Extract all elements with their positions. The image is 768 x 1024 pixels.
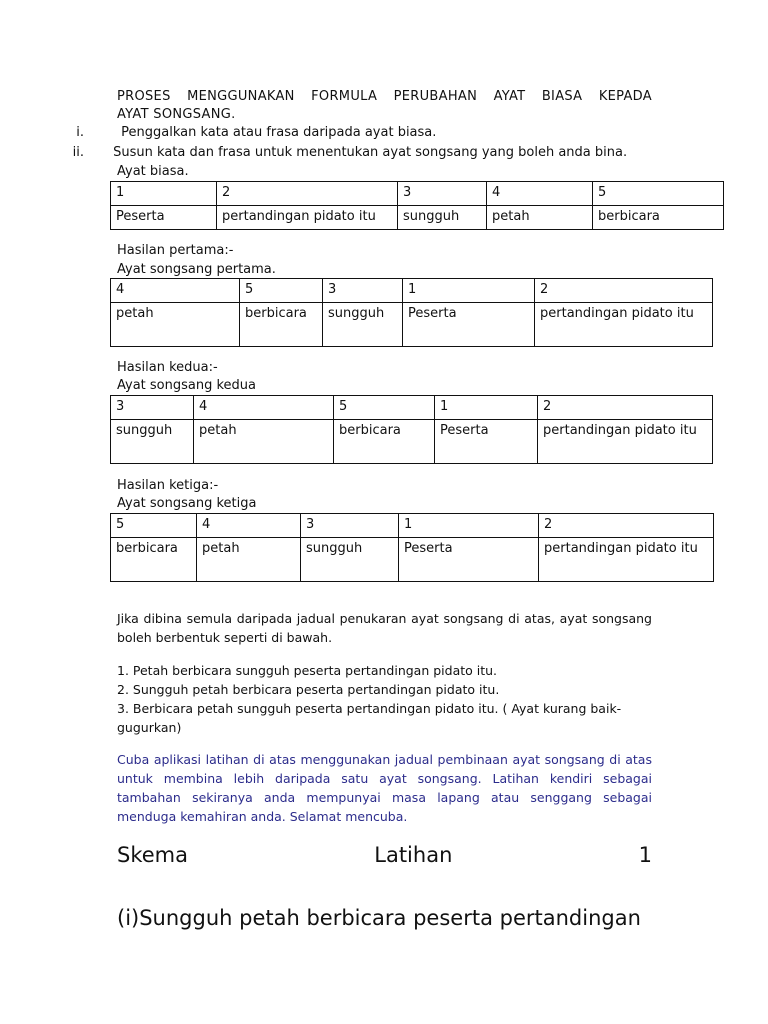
table-cell: 4 — [197, 514, 301, 538]
heading-line-1 — [117, 88, 652, 106]
table-cell: petah — [194, 420, 334, 464]
table1-label1: Hasilan pertama:- — [117, 243, 234, 258]
table-cell: 2 — [539, 514, 714, 538]
table-cell: sungguh — [323, 303, 403, 347]
table2-label1: Hasilan kedua:- — [117, 360, 218, 375]
exercise-paragraph: Cuba aplikasi latihan di atas menggunakan jadual pembinaan ayat songsang di atas untuk membina lebih daripada satu ayat songsang. Latihan kendiri sebagai tambahan sekiranya anda mempunyai masa lapang atau senggang sebagai menduga kemahiran anda. Selamat mencuba. — [117, 752, 652, 824]
table-cell: 1 — [403, 279, 535, 303]
step-i — [64, 124, 436, 142]
heading-word: AYAT — [493, 89, 526, 104]
heading-word: MENGGUNAKAN — [187, 89, 295, 104]
table-cell: pertandingan pidato itu — [539, 538, 714, 582]
table-cell: Peserta — [111, 206, 217, 230]
table-cell: 5 — [111, 514, 197, 538]
table-cell: 3 — [323, 279, 403, 303]
heading-word: PERUBAHAN — [393, 89, 478, 104]
heading-line-2: AYAT SONGSANG. — [117, 107, 236, 122]
table3-label2: Ayat songsang ketiga — [117, 496, 257, 511]
heading-word: BIASA — [541, 89, 583, 104]
table-cell: 4 — [194, 396, 334, 420]
table-cell: 2 — [535, 279, 713, 303]
intro-paragraph: Jika dibina semula daripada jadual penukaran ayat songsang di atas, ayat songsang boleh berbentuk seperti di bawah. — [117, 611, 652, 645]
step-text: Penggalkan kata atau frasa daripada ayat biasa. — [121, 125, 437, 140]
table-cell: 5 — [334, 396, 435, 420]
table-cell: Peserta — [399, 538, 539, 582]
table-ayat-biasa — [110, 181, 724, 230]
step-text: Susun kata dan frasa untuk menentukan ayat songsang yang boleh anda bina. — [113, 145, 628, 160]
list-item: 2. Sungguh petah berbicara peserta pertandingan pidato itu. — [117, 682, 500, 697]
skema-word: Skema — [117, 843, 188, 867]
table-cell: Peserta — [403, 303, 535, 347]
table-cell: berbicara — [240, 303, 323, 347]
heading-word: FORMULA — [311, 89, 378, 104]
table-cell: petah — [111, 303, 240, 347]
table-row-words — [111, 303, 713, 347]
table-cell: pertandingan pidato itu — [217, 206, 398, 230]
table2-label2: Ayat songsang kedua — [117, 378, 257, 393]
table-row-words — [111, 420, 713, 464]
table0-label: Ayat biasa. — [117, 164, 189, 179]
table-cell: Peserta — [435, 420, 538, 464]
document-heading — [117, 88, 652, 124]
table-cell: pertandingan pidato itu — [538, 420, 713, 464]
table-cell: berbicara — [111, 538, 197, 582]
table-row-numbers — [111, 514, 714, 538]
step-number: ii. — [72, 145, 84, 160]
table-songsang-kedua — [110, 395, 713, 464]
table-cell: berbicara — [593, 206, 724, 230]
answer-line: (i)Sungguh petah berbicara peserta pertandingan — [117, 906, 641, 930]
table-songsang-pertama — [110, 278, 713, 347]
table-cell: 3 — [111, 396, 194, 420]
table-cell: 1 — [111, 182, 217, 206]
table-cell: 4 — [487, 182, 593, 206]
list-item: 3. Berbicara petah sungguh peserta pertandingan pidato itu. ( Ayat kurang baik-gugurkan) — [117, 701, 622, 735]
table-cell: 2 — [538, 396, 713, 420]
table3-label1: Hasilan ketiga:- — [117, 478, 219, 493]
table-row-numbers — [111, 182, 724, 206]
table-cell: 5 — [240, 279, 323, 303]
table-row-numbers — [111, 279, 713, 303]
table-cell: berbicara — [334, 420, 435, 464]
table-cell: sungguh — [398, 206, 487, 230]
table-cell: 5 — [593, 182, 724, 206]
exercise-number: 1 — [638, 843, 652, 867]
table-cell: sungguh — [111, 420, 194, 464]
table-row-numbers — [111, 396, 713, 420]
results-list — [117, 661, 652, 737]
table-cell: 1 — [399, 514, 539, 538]
latihan-word: Latihan — [374, 843, 453, 867]
table-cell: 1 — [435, 396, 538, 420]
step-number: i. — [76, 125, 84, 140]
heading-word: PROSES — [117, 89, 171, 104]
list-item: 1. Petah berbicara sungguh peserta pertandingan pidato itu. — [117, 663, 498, 678]
table1-label2: Ayat songsang pertama. — [117, 262, 276, 277]
table-cell: sungguh — [301, 538, 399, 582]
table-songsang-ketiga — [110, 513, 714, 582]
skema-heading — [117, 843, 652, 867]
table-cell: 3 — [398, 182, 487, 206]
table-row-words — [111, 538, 714, 582]
heading-word: KEPADA — [598, 89, 652, 104]
table-cell: pertandingan pidato itu — [535, 303, 713, 347]
table-cell: petah — [487, 206, 593, 230]
table-cell: 3 — [301, 514, 399, 538]
step-ii — [64, 144, 627, 162]
table-cell: 4 — [111, 279, 240, 303]
table-row-words — [111, 206, 724, 230]
table-cell: 2 — [217, 182, 398, 206]
table-cell: petah — [197, 538, 301, 582]
